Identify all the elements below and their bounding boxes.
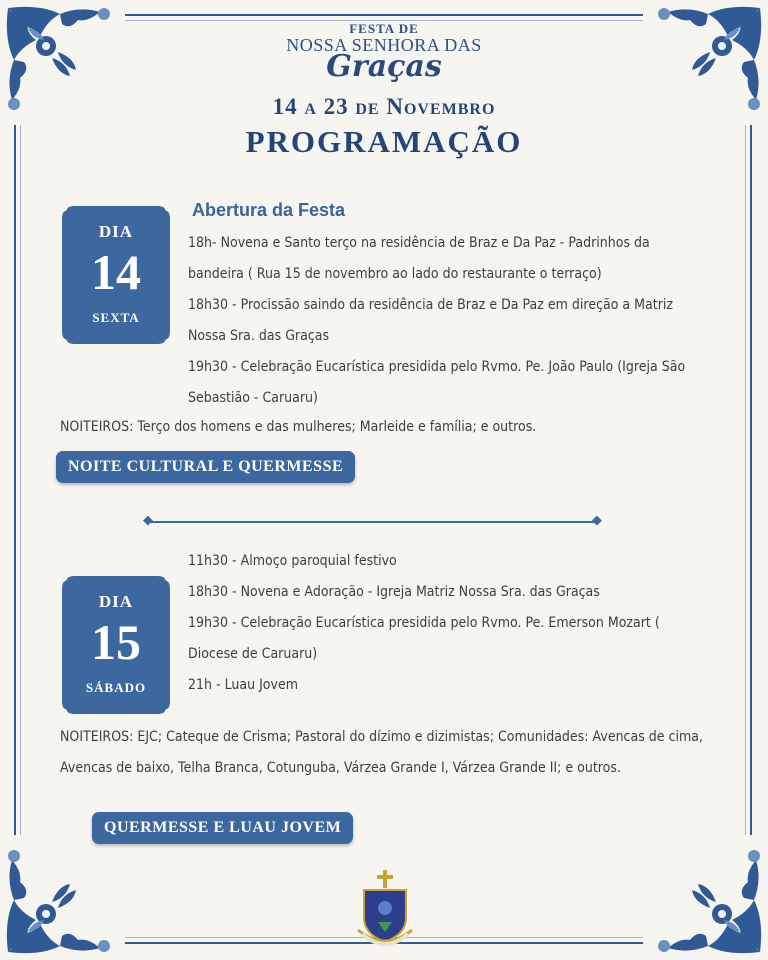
event-pill-noite-cultural: NOITE CULTURAL E QUERMESSE — [56, 451, 355, 483]
day-15-badge — [62, 576, 170, 714]
schedule-line: 19h30 - Celebração Eucarística presidida pelo Rvmo. Pe. Emerson Mozart ( — [188, 615, 660, 631]
logo-line-festa: FESTA DE — [349, 21, 419, 36]
ornament-corner-icon — [643, 835, 768, 960]
schedule-line: Sebastião - Caruaru) — [188, 390, 318, 406]
schedule-line: 18h- Novena e Santo terço na residência de Braz e Da Paz - Padrinhos da — [188, 235, 650, 251]
schedule-line: 11h30 - Almoço paroquial festivo — [188, 553, 397, 569]
festival-dates: 14 a 23 de Novembro — [272, 94, 496, 119]
noiteiros-text: NOITEIROS: Terço dos homens e das mulheres; Marleide e família; e outros. — [60, 419, 537, 435]
noiteiros-text: NOITEIROS: EJC; Cateque de Crisma; Pastoral do dízimo e dizimistas; Comunidades: Avencas de cima, — [60, 729, 703, 745]
schedule-line: Diocese de Caruaru) — [188, 646, 318, 662]
page-title: PROGRAMAÇÃO — [245, 124, 523, 159]
day-14-badge — [62, 206, 170, 344]
schedule-line: 21h - Luau Jovem — [188, 677, 298, 693]
weekday-label: SEXTA — [92, 310, 140, 325]
schedule-line: bandeira ( Rua 15 de novembro ao lado do restaurante o terraço) — [188, 266, 602, 282]
day-number: 15 — [91, 614, 141, 670]
diamond-divider-icon — [142, 516, 602, 528]
noiteiros-text: Avencas de baixo, Telha Branca, Cotunguba, Várzea Grande I, Várzea Grande II; e outros. — [60, 760, 621, 776]
section-subtitle: Abertura da Festa — [192, 200, 346, 220]
schedule-line: 19h30 - Celebração Eucarística presidida pelo Rvmo. Pe. João Paulo (Igreja São — [188, 359, 686, 375]
logo-line-nossa-senhora: NOSSA SENHORA DAS — [286, 35, 482, 55]
schedule-line: 18h30 - Procissão saindo da residência de Braz e Da Paz em direção a Matriz — [188, 297, 674, 313]
day-number: 14 — [91, 244, 141, 300]
parish-crest-icon — [354, 868, 416, 956]
day-label: DIA — [98, 222, 134, 241]
schedule-line: 18h30 - Novena e Adoração - Igreja Matriz Nossa Sra. das Graças — [188, 584, 600, 600]
ornament-corner-icon — [0, 835, 125, 960]
day-label: DIA — [98, 592, 134, 611]
festa-logo — [260, 22, 508, 82]
logo-line-gracas: Graças — [326, 49, 442, 84]
day-14-schedule — [188, 228, 708, 414]
schedule-line: Nossa Sra. das Graças — [188, 328, 330, 344]
event-pill-quermesse-luau: QUERMESSE E LUAU JOVEM — [92, 812, 353, 844]
weekday-label: SÁBADO — [85, 680, 147, 695]
day-15-schedule — [188, 546, 708, 701]
